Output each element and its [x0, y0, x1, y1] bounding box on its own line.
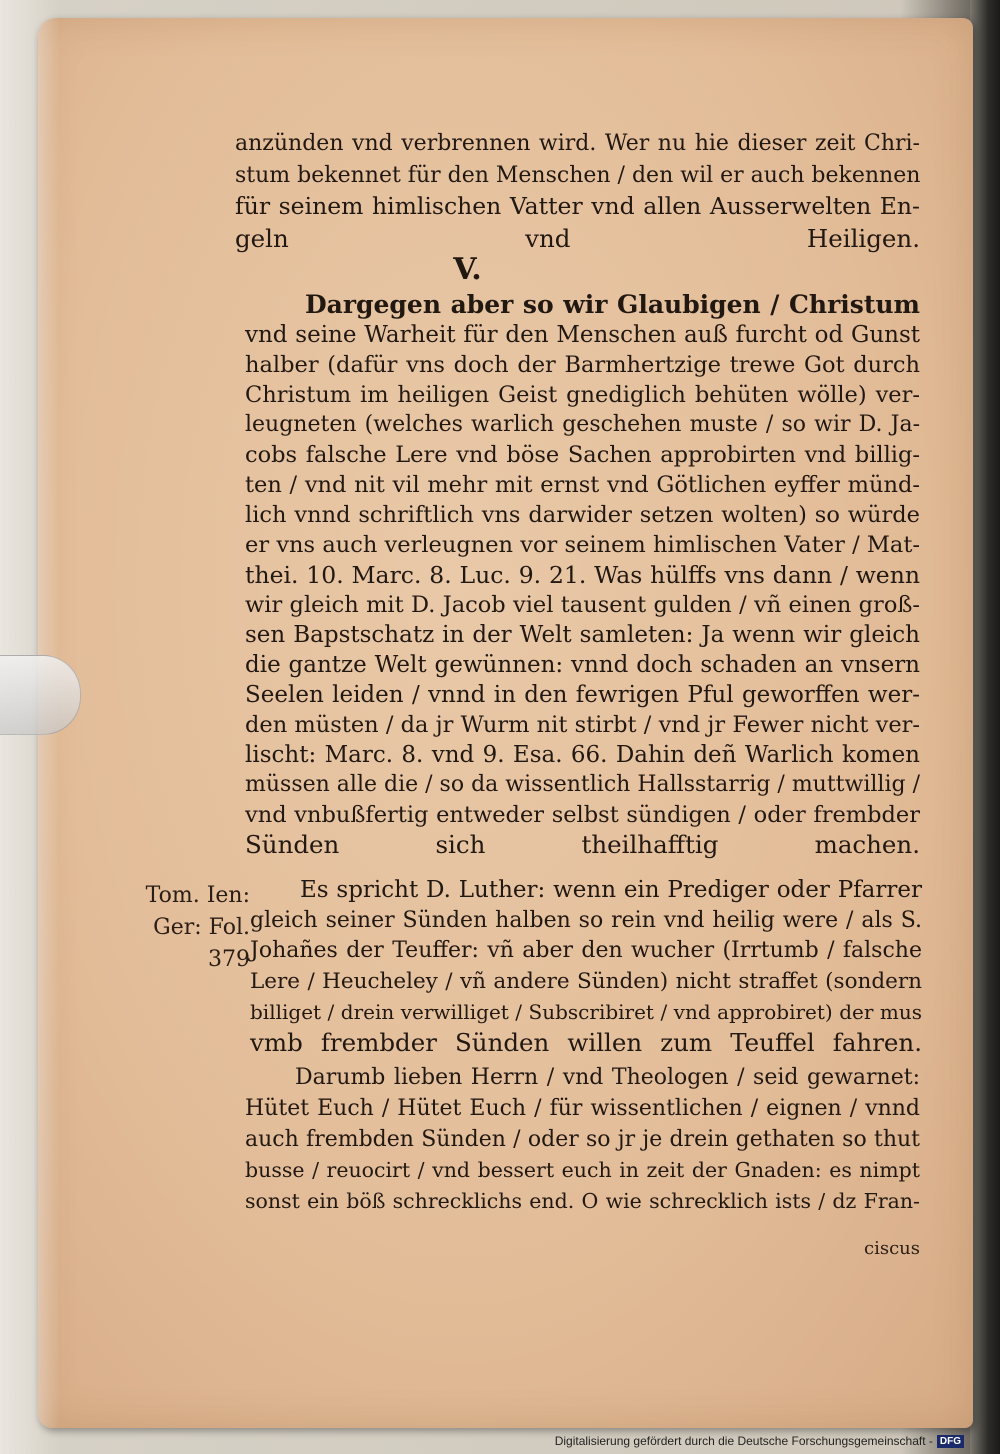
text-line: Es spricht D. Luther: wenn ein Prediger oder Pfarrer: [300, 877, 922, 903]
text-line: vmb frembder Sünden willen zum Teuffel fahren.: [250, 1027, 922, 1057]
dfg-logo: DFG: [937, 1435, 964, 1448]
text-line: cobs falsche Lere vnd böse Sachen approbirten vnd billig-: [245, 442, 920, 468]
text-line: geln vnd Heiligen.: [235, 223, 920, 253]
text-line: Dargegen aber so wir Glaubigen / Christum: [305, 290, 920, 319]
text-line: Christum im heiligen Geist gnediglich behüten wölle) ver-: [245, 382, 920, 408]
text-line: stum bekennet für den Menschen / den wil er auch bekennen: [235, 162, 921, 188]
text-line: müssen alle die / so da wissentlich Hallsstarrig / muttwillig /: [245, 772, 920, 797]
text-line: vnd vnbußfertig entweder selbst sündigen / oder frembder: [245, 802, 920, 828]
text-line: lich vnnd schriftlich vns darwider setzen wolten) so würde: [245, 502, 920, 528]
text-line: billiget / drein verwilliget / Subscribiret / vnd approbiret) der mus: [250, 1000, 922, 1024]
text-line: gleich seiner Sünden halben so rein vnd heilig were / als S.: [250, 907, 922, 933]
text-line: vnd seine Warheit für den Menschen auß furcht od Gunst: [245, 322, 920, 348]
text-line: thei. 10. Marc. 8. Luc. 9. 21. Was hülffs vns dann / wenn: [245, 561, 920, 589]
text-line: lischt: Marc. 8. vnd 9. Esa. 66. Dahin deñ Warlich komen: [245, 742, 920, 768]
text-line: Darumb lieben Herrn / vnd Theologen / seid gewarnet:: [295, 1065, 920, 1090]
text-line: busse / reuocirt / vnd bessert euch in zeit der Gnaden: es nimpt: [245, 1158, 920, 1182]
section-number: V.: [453, 252, 482, 287]
margin-line: Ger: Fol. 379: [153, 915, 250, 972]
text-line: er vns auch verleugnen vor seinem himlischen Vater / Mat-: [245, 532, 920, 558]
text-line: Hütet Euch / Hütet Euch / für wissentlichen / eignen / vnnd: [245, 1096, 920, 1121]
catchword: ciscus: [864, 1238, 920, 1259]
text-line: die gantze Welt gewünnen: vnnd doch schaden an vnsern: [245, 652, 920, 678]
text-line: sen Bapstschatz in der Welt samleten: Ja wenn wir gleich: [245, 622, 920, 648]
text-line: Lere / Heucheley / vñ andere Sünden) nicht straffet (sondern: [250, 968, 922, 994]
text-line: Sünden sich theilhafftig machen.: [245, 830, 920, 859]
digitization-credit: [555, 1434, 964, 1448]
text-line: wir gleich mit D. Jacob viel tausent gulden / vñ einen groß-: [245, 592, 920, 618]
margin-line: Tom. Ien:: [145, 883, 250, 908]
text-line: ten / vnd nit vil mehr mit ernst vnd Götlichen eyffer münd-: [245, 472, 920, 498]
text-line: den müsten / da jr Wurm nit stirbt / vnd jr Fewer nicht ver-: [245, 712, 920, 738]
text-line: halber (dafür vns doch der Barmhertzige trewe Got durch: [245, 352, 920, 378]
text-line: anzünden vnd verbrennen wird. Wer nu hie dieser zeit Chri-: [235, 131, 920, 156]
text-line: leugneten (welches warlich geschehen muste / so wir D. Ja-: [245, 412, 920, 437]
book-spine-edge: [970, 0, 1000, 1454]
text-line: Johañes der Teuffer: vñ aber den wucher (Irrtumb / falsche: [250, 938, 922, 963]
closing-paragraph: [245, 1062, 920, 1217]
text-line: Seelen leiden / vnnd in den fewrigen Pful geworffen wer-: [245, 682, 920, 708]
text-line: auch frembden Sünden / oder so jr je drein gethaten so thut: [245, 1127, 920, 1152]
page-clip: [0, 655, 81, 735]
top-paragraph: [235, 128, 920, 254]
text-line: für seinem himlischen Vatter vnd allen Ausserwelten En-: [235, 192, 920, 220]
margin-reference: [110, 880, 250, 976]
main-paragraph: [245, 290, 920, 860]
credit-text: Digitalisierung gefördert durch die Deutsche Forschungsgemeinschaft -: [554, 1434, 933, 1448]
luther-quote-paragraph: [250, 875, 922, 1058]
text-line: sonst ein böß schrecklichs end. O wie schrecklich ists / dz Fran-: [245, 1189, 920, 1213]
